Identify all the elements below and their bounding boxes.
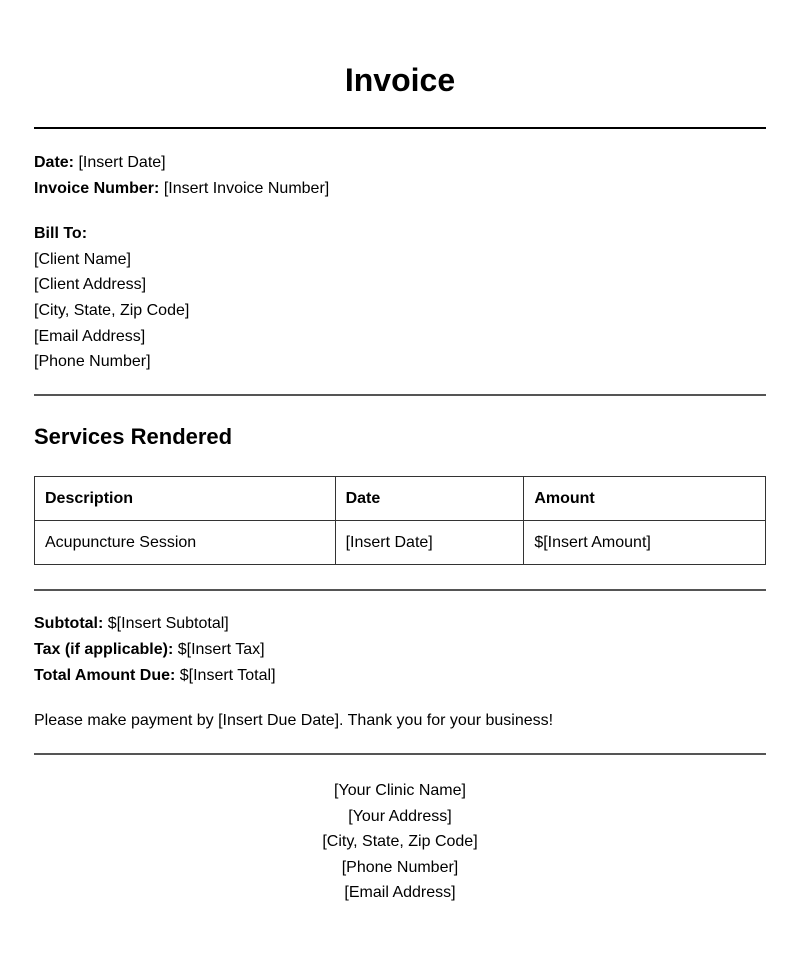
payment-note: Please make payment by [Insert Due Date]. Thank you for your business!	[34, 712, 554, 729]
date-value: [Insert Date]	[78, 154, 166, 171]
footer-divider	[34, 753, 766, 755]
bill-to-divider	[34, 394, 766, 396]
tax-line	[34, 640, 265, 660]
invoice-number-line	[34, 179, 329, 199]
bill-to-heading	[34, 224, 87, 244]
total-label: Total Amount Due:	[34, 667, 176, 684]
footer-clinic-name: [Your Clinic Name]	[334, 782, 466, 799]
client-address: [Client Address]	[34, 276, 147, 293]
services-table	[34, 476, 766, 565]
subtotal-value: $[Insert Subtotal]	[107, 615, 229, 632]
column-header-amount: Amount	[524, 477, 766, 521]
client-phone: [Phone Number]	[34, 353, 151, 370]
footer-contact-block	[0, 778, 800, 906]
table-row	[35, 521, 766, 565]
invoice-number-value: [Insert Invoice Number]	[163, 180, 330, 197]
tax-value: $[Insert Tax]	[177, 641, 265, 658]
client-name: [Client Name]	[34, 251, 131, 268]
subtotal-label: Subtotal:	[34, 615, 104, 632]
subtotal-line	[34, 614, 229, 634]
total-value: $[Insert Total]	[179, 667, 276, 684]
column-header-date: Date	[335, 477, 524, 521]
cell-description: Acupuncture Session	[35, 521, 336, 565]
column-header-description: Description	[35, 477, 336, 521]
bill-to-label: Bill To:	[34, 225, 88, 242]
cell-date: [Insert Date]	[335, 521, 524, 565]
total-line	[34, 666, 276, 686]
client-city-state-zip: [City, State, Zip Code]	[34, 302, 190, 319]
header-divider	[34, 127, 766, 129]
footer-email: [Email Address]	[344, 884, 456, 902]
invoice-title: Invoice	[344, 62, 456, 98]
date-line	[34, 153, 166, 173]
invoice-number-label: Invoice Number:	[34, 180, 160, 197]
date-label: Date:	[34, 154, 75, 171]
footer-city-state-zip: [City, State, Zip Code]	[322, 833, 478, 851]
footer-phone: [Phone Number]	[341, 858, 459, 876]
footer-address: [Your Address]	[348, 807, 452, 825]
table-header-row	[35, 477, 766, 521]
tax-label: Tax (if applicable):	[34, 641, 174, 658]
cell-amount: $[Insert Amount]	[524, 521, 766, 565]
services-divider	[34, 589, 766, 591]
services-title: Services Rendered	[34, 424, 233, 449]
client-email: [Email Address]	[34, 328, 146, 345]
